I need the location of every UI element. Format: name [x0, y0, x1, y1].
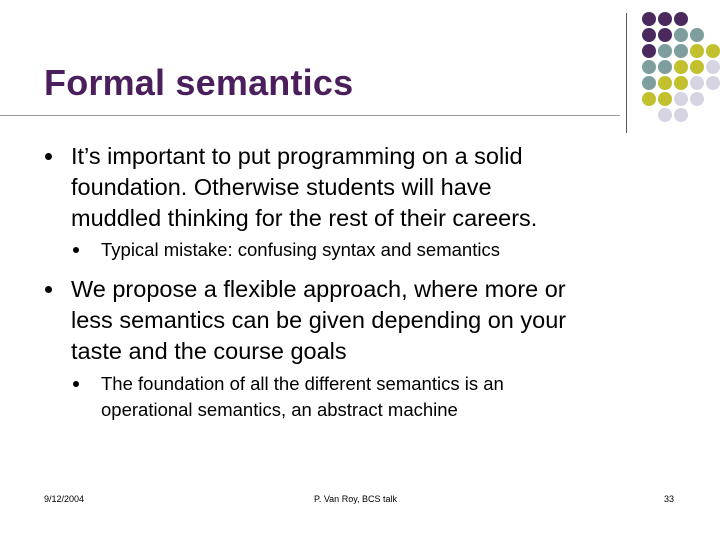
title-underline	[0, 115, 620, 116]
decor-dot	[642, 60, 656, 74]
sub-bullet-icon	[73, 247, 79, 253]
decor-dot	[706, 44, 720, 58]
decor-dot	[658, 92, 672, 106]
slide-title: Formal semantics	[44, 62, 354, 103]
decor-dot	[658, 60, 672, 74]
decor-dot	[690, 76, 704, 90]
sub-bullet-1-line-1: Typical mistake: confusing syntax and semantics	[101, 239, 500, 260]
bullet-1-line-3: muddled thinking for the rest of their careers.	[71, 205, 538, 231]
page-number: 33	[664, 494, 675, 504]
decor-dot	[642, 12, 656, 26]
bullet-1-line-2: foundation. Otherwise students will have	[71, 174, 492, 200]
footer-center: P. Van Roy, BCS talk	[314, 494, 398, 504]
decor-dot	[690, 60, 704, 74]
decor-dot	[658, 44, 672, 58]
bullet-2-line-2: less semantics can be given depending on your	[71, 307, 567, 333]
decor-dot	[658, 28, 672, 42]
decor-dot	[706, 60, 720, 74]
decorative-dot-grid	[636, 10, 720, 120]
decor-dot	[674, 44, 688, 58]
decor-dot	[642, 28, 656, 42]
decor-dot	[674, 60, 688, 74]
footer-date: 9/12/2004	[44, 494, 85, 504]
decor-dot	[690, 92, 704, 106]
decor-dot	[642, 44, 656, 58]
bullet-icon	[45, 153, 52, 160]
decor-dot	[674, 28, 688, 42]
decor-dot	[674, 12, 688, 26]
sub-bullet-2-line-2: operational semantics, an abstract machine	[101, 399, 458, 420]
decor-dot	[658, 12, 672, 26]
vertical-divider	[626, 13, 627, 133]
decor-dot	[658, 76, 672, 90]
bullet-2-line-1: We propose a flexible approach, where more or	[71, 276, 566, 302]
decor-dot	[674, 76, 688, 90]
sub-bullet-icon	[73, 381, 79, 387]
sub-bullet-2-line-1: The foundation of all the different semantics is an	[101, 373, 504, 394]
decor-dot	[706, 76, 720, 90]
decor-dot	[642, 76, 656, 90]
decor-dot	[658, 108, 672, 122]
decor-dot	[674, 92, 688, 106]
bullet-icon	[45, 286, 52, 293]
bullet-2-line-3: taste and the course goals	[71, 338, 347, 364]
decor-dot	[642, 92, 656, 106]
decor-dot	[674, 108, 688, 122]
decor-dot	[690, 28, 704, 42]
bullet-1-line-1: It’s important to put programming on a solid	[71, 143, 523, 169]
decor-dot	[690, 44, 704, 58]
